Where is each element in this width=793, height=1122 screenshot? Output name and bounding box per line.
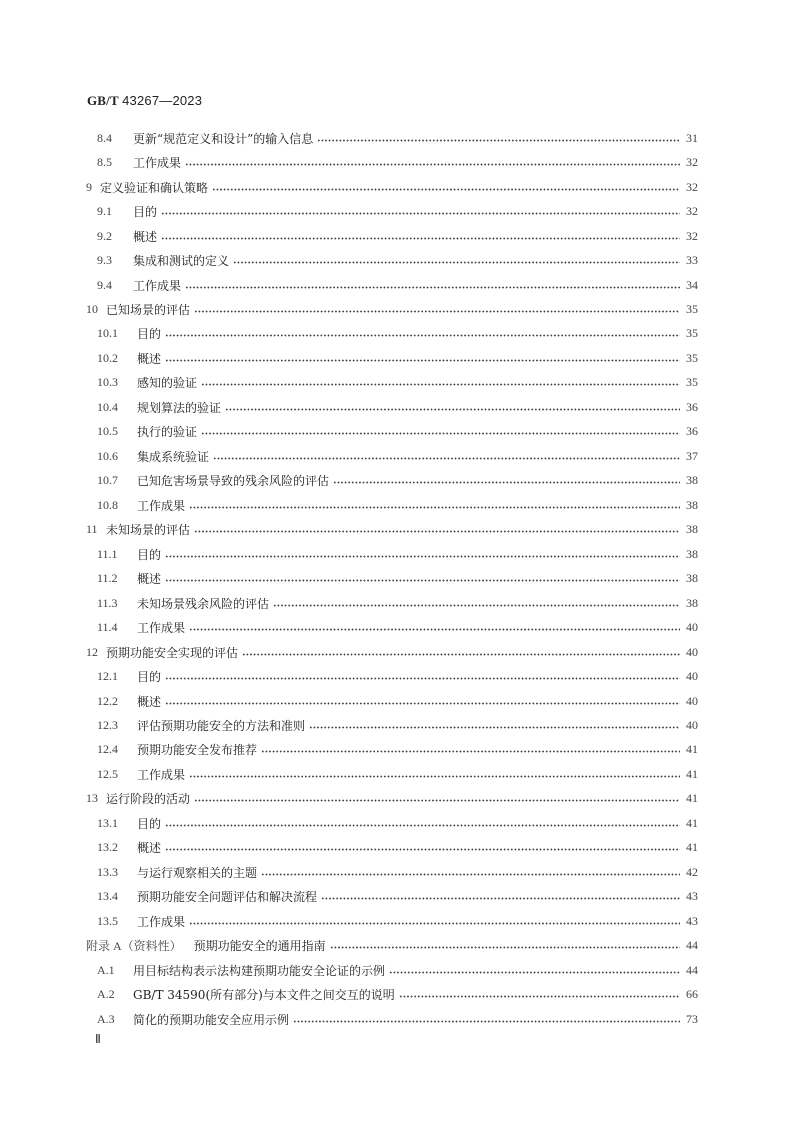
toc-entry-title: 简化的预期功能安全应用示例 bbox=[133, 1012, 290, 1027]
toc-entry-page: 37 bbox=[686, 448, 698, 463]
dot-leader bbox=[161, 212, 680, 215]
toc-entry[interactable] bbox=[86, 420, 698, 444]
toc-entry[interactable] bbox=[86, 860, 698, 884]
toc-entry[interactable] bbox=[86, 591, 698, 615]
document-header bbox=[87, 93, 202, 109]
toc-entry-page: 40 bbox=[686, 717, 698, 732]
toc-entry-number: 10.1 bbox=[97, 326, 118, 341]
toc-entry-page: 43 bbox=[686, 913, 698, 928]
dot-leader bbox=[165, 555, 680, 558]
toc-entry[interactable] bbox=[86, 836, 698, 860]
toc-entry[interactable] bbox=[86, 126, 698, 150]
dot-leader bbox=[161, 237, 680, 240]
toc-entry-number: 11.1 bbox=[97, 546, 118, 561]
dot-leader bbox=[330, 946, 680, 949]
toc-entry-page: 40 bbox=[686, 669, 698, 684]
dot-leader bbox=[293, 1020, 680, 1023]
toc-entry-number: 12 bbox=[86, 644, 98, 659]
toc-entry[interactable] bbox=[86, 982, 698, 1006]
toc-entry-page: 40 bbox=[686, 644, 698, 659]
toc-entry-page: 36 bbox=[686, 424, 698, 439]
toc-entry-page: 31 bbox=[686, 130, 698, 145]
dot-leader bbox=[317, 139, 680, 142]
toc-entry-title: 概述 bbox=[137, 572, 162, 587]
toc-entry-page: 34 bbox=[686, 277, 698, 292]
dot-leader bbox=[189, 922, 680, 925]
toc-entry-number: 13.3 bbox=[97, 864, 118, 879]
toc-entry-number: 10 bbox=[86, 302, 98, 317]
toc-entry-title: 运行阶段的活动 bbox=[106, 792, 191, 807]
dot-leader bbox=[212, 188, 680, 191]
dot-leader bbox=[333, 481, 680, 484]
toc-entry-title: 工作成果 bbox=[137, 621, 186, 636]
toc-entry-title: 工作成果 bbox=[137, 498, 186, 513]
toc-entry[interactable] bbox=[86, 933, 698, 957]
dot-leader bbox=[399, 995, 680, 998]
toc-entry[interactable] bbox=[86, 493, 698, 517]
toc-entry-page: 40 bbox=[686, 620, 698, 635]
dot-leader bbox=[165, 848, 680, 851]
toc-entry[interactable] bbox=[86, 346, 698, 370]
toc-entry-number: 11.2 bbox=[97, 571, 118, 586]
toc-entry[interactable] bbox=[86, 395, 698, 419]
dot-leader bbox=[213, 457, 680, 460]
dot-leader bbox=[225, 408, 680, 411]
toc-entry-page: 42 bbox=[686, 864, 698, 879]
toc-entry-number: 12.3 bbox=[97, 717, 118, 732]
toc-entry-number: 9 bbox=[86, 179, 92, 194]
toc-entry[interactable] bbox=[86, 297, 698, 321]
toc-entry[interactable] bbox=[86, 640, 698, 664]
toc-entry[interactable] bbox=[86, 811, 698, 835]
toc-entry-number: 11 bbox=[86, 522, 98, 537]
toc-entry-title: 与运行观察相关的主题 bbox=[137, 865, 258, 880]
toc-entry-page: 41 bbox=[686, 742, 698, 757]
toc-entry-number: 10.7 bbox=[97, 473, 118, 488]
toc-entry-title: 已知场景的评估 bbox=[106, 303, 191, 318]
toc-entry-number: 13.1 bbox=[97, 815, 118, 830]
toc-entry-title: 目的 bbox=[137, 547, 162, 562]
dot-leader bbox=[194, 799, 680, 802]
toc-entry-number: 10.3 bbox=[97, 375, 118, 390]
toc-entry-title: 定义验证和确认策略 bbox=[100, 180, 209, 195]
toc-entry[interactable] bbox=[86, 689, 698, 713]
dot-leader bbox=[242, 653, 680, 656]
toc-entry-number: 10.8 bbox=[97, 497, 118, 512]
standard-number: 43267—2023 bbox=[122, 93, 203, 108]
toc-entry-page: 35 bbox=[686, 302, 698, 317]
toc-entry[interactable] bbox=[86, 199, 698, 223]
toc-entry-title: 概述 bbox=[137, 841, 162, 856]
toc-entry-page: 41 bbox=[686, 815, 698, 830]
toc-entry-title: 概述 bbox=[137, 351, 162, 366]
toc-entry-number: 9.2 bbox=[97, 228, 112, 243]
dot-leader bbox=[194, 530, 680, 533]
toc-entry-title: 规划算法的验证 bbox=[137, 400, 222, 415]
dot-leader bbox=[261, 750, 680, 753]
toc-entry[interactable] bbox=[86, 885, 698, 909]
toc-entry-title: 概述 bbox=[137, 694, 162, 709]
toc-entry-title: 执行的验证 bbox=[137, 425, 198, 440]
toc-entry[interactable] bbox=[86, 518, 698, 542]
dot-leader bbox=[189, 506, 680, 509]
toc-entry[interactable] bbox=[86, 273, 698, 297]
dot-leader bbox=[165, 824, 680, 827]
toc-entry-number: 13.4 bbox=[97, 889, 118, 904]
toc-entry-page: 43 bbox=[686, 889, 698, 904]
toc-entry-number: 8.5 bbox=[97, 155, 112, 170]
toc-entry-title: 更新“规范定义和设计”的输入信息 bbox=[133, 131, 314, 146]
toc-entry-number: 8.4 bbox=[97, 130, 112, 145]
toc-entry[interactable] bbox=[86, 371, 698, 395]
toc-entry-title: 工作成果 bbox=[133, 278, 182, 293]
toc-entry[interactable] bbox=[86, 787, 698, 811]
toc-entry-page: 41 bbox=[686, 791, 698, 806]
toc-entry[interactable] bbox=[86, 248, 698, 272]
dot-leader bbox=[185, 286, 680, 289]
toc-entry[interactable] bbox=[86, 713, 698, 737]
toc-entry[interactable] bbox=[86, 566, 698, 590]
toc-entry-title: 目的 bbox=[137, 816, 162, 831]
toc-entry-page: 38 bbox=[686, 571, 698, 586]
toc-entry[interactable] bbox=[86, 664, 698, 688]
dot-leader bbox=[189, 628, 680, 631]
toc-entry-page: 38 bbox=[686, 473, 698, 488]
toc-entry-page: 38 bbox=[686, 497, 698, 512]
toc-entry[interactable] bbox=[86, 322, 698, 346]
toc-entry-number: A.3 bbox=[97, 1011, 115, 1026]
dot-leader bbox=[194, 310, 680, 313]
dot-leader bbox=[309, 726, 680, 729]
toc-entry-title: 未知场景的评估 bbox=[106, 523, 191, 538]
toc-entry-title: 预期功能安全问题评估和解决流程 bbox=[137, 890, 318, 905]
toc-entry-title: 工作成果 bbox=[133, 156, 182, 171]
dot-leader bbox=[201, 432, 680, 435]
toc-entry-number: 10.5 bbox=[97, 424, 118, 439]
table-of-contents bbox=[86, 126, 698, 1031]
dot-leader bbox=[185, 163, 680, 166]
toc-entry-title: 预期功能安全实现的评估 bbox=[106, 645, 239, 660]
toc-entry[interactable] bbox=[86, 444, 698, 468]
toc-entry-page: 38 bbox=[686, 522, 698, 537]
dot-leader bbox=[165, 579, 680, 582]
dot-leader bbox=[165, 359, 680, 362]
toc-entry-title: 概述 bbox=[133, 229, 158, 244]
toc-entry-number: 9.1 bbox=[97, 204, 112, 219]
toc-entry-title: 未知场景残余风险的评估 bbox=[137, 596, 270, 611]
toc-entry[interactable] bbox=[86, 175, 698, 199]
toc-entry-number: 11.4 bbox=[97, 620, 118, 635]
dot-leader bbox=[233, 261, 680, 264]
toc-entry[interactable] bbox=[86, 469, 698, 493]
toc-entry-number: 12.2 bbox=[97, 693, 118, 708]
toc-entry-title: 集成和测试的定义 bbox=[133, 254, 230, 269]
toc-entry-page: 44 bbox=[686, 962, 698, 977]
page-number: Ⅱ bbox=[95, 1032, 101, 1046]
toc-entry-number: A.1 bbox=[97, 962, 115, 977]
toc-entry-title: 集成系统验证 bbox=[137, 449, 210, 464]
toc-entry[interactable] bbox=[86, 1007, 698, 1031]
toc-entry-number: 12.1 bbox=[97, 669, 118, 684]
toc-entry-page: 38 bbox=[686, 595, 698, 610]
toc-entry[interactable] bbox=[86, 738, 698, 762]
toc-entry-title: 用目标结构表示法构建预期功能安全论证的示例 bbox=[133, 963, 386, 978]
toc-entry-page: 35 bbox=[686, 350, 698, 365]
toc-entry-number: 10.6 bbox=[97, 448, 118, 463]
dot-leader bbox=[321, 897, 680, 900]
dot-leader bbox=[201, 383, 680, 386]
toc-entry-number: 附录 A（资料性） bbox=[86, 939, 182, 954]
toc-entry-number: 13 bbox=[86, 791, 98, 806]
toc-entry-number: 12.5 bbox=[97, 766, 118, 781]
toc-entry-title: GB/T 34590(所有部分)与本文件之间交互的说明 bbox=[133, 988, 395, 1003]
toc-entry-number: 13.5 bbox=[97, 913, 118, 928]
toc-entry-number: 10.2 bbox=[97, 350, 118, 365]
toc-entry-number: 11.3 bbox=[97, 595, 118, 610]
toc-entry-page: 38 bbox=[686, 546, 698, 561]
toc-entry-page: 41 bbox=[686, 766, 698, 781]
toc-entry-page: 32 bbox=[686, 179, 698, 194]
toc-entry[interactable] bbox=[86, 150, 698, 174]
toc-entry-title: 预期功能安全发布推荐 bbox=[137, 743, 258, 758]
dot-leader bbox=[273, 604, 680, 607]
toc-entry-page: 41 bbox=[686, 840, 698, 855]
toc-entry-page: 33 bbox=[686, 253, 698, 268]
toc-entry[interactable] bbox=[86, 224, 698, 248]
dot-leader bbox=[165, 702, 680, 705]
toc-entry[interactable] bbox=[86, 958, 698, 982]
toc-entry-number: 13.2 bbox=[97, 840, 118, 855]
toc-entry-page: 32 bbox=[686, 155, 698, 170]
dot-leader bbox=[165, 334, 680, 337]
toc-entry-title: 已知危害场景导致的残余风险的评估 bbox=[137, 474, 330, 489]
toc-entry[interactable] bbox=[86, 615, 698, 639]
toc-entry-title: 感知的验证 bbox=[137, 376, 198, 391]
toc-entry-title: 评估预期功能安全的方法和准则 bbox=[137, 718, 306, 733]
toc-entry-page: 32 bbox=[686, 228, 698, 243]
dot-leader bbox=[165, 677, 680, 680]
toc-entry-page: 36 bbox=[686, 399, 698, 414]
toc-entry[interactable] bbox=[86, 762, 698, 786]
dot-leader bbox=[189, 775, 680, 778]
toc-entry-title: 目的 bbox=[137, 327, 162, 342]
dot-leader bbox=[261, 873, 680, 876]
toc-entry-title: 工作成果 bbox=[137, 914, 186, 929]
toc-entry-page: 40 bbox=[686, 693, 698, 708]
toc-entry-page: 73 bbox=[686, 1011, 698, 1026]
toc-entry-number: A.2 bbox=[97, 987, 115, 1002]
standard-code: GB/T bbox=[87, 93, 119, 108]
toc-entry-page: 35 bbox=[686, 326, 698, 341]
toc-entry-number: 10.4 bbox=[97, 399, 118, 414]
toc-entry-page: 35 bbox=[686, 375, 698, 390]
toc-entry-title: 目的 bbox=[133, 205, 158, 220]
toc-entry-page: 66 bbox=[686, 987, 698, 1002]
toc-entry-title: 工作成果 bbox=[137, 767, 186, 782]
toc-entry[interactable] bbox=[86, 542, 698, 566]
dot-leader bbox=[389, 971, 680, 974]
toc-entry-number: 9.4 bbox=[97, 277, 112, 292]
toc-entry[interactable] bbox=[86, 909, 698, 933]
toc-entry-number: 9.3 bbox=[97, 253, 112, 268]
toc-entry-page: 44 bbox=[686, 938, 698, 953]
toc-entry-page: 32 bbox=[686, 204, 698, 219]
toc-entry-number: 12.4 bbox=[97, 742, 118, 757]
toc-entry-title: 预期功能安全的通用指南 bbox=[193, 939, 326, 954]
toc-entry-title: 目的 bbox=[137, 670, 162, 685]
